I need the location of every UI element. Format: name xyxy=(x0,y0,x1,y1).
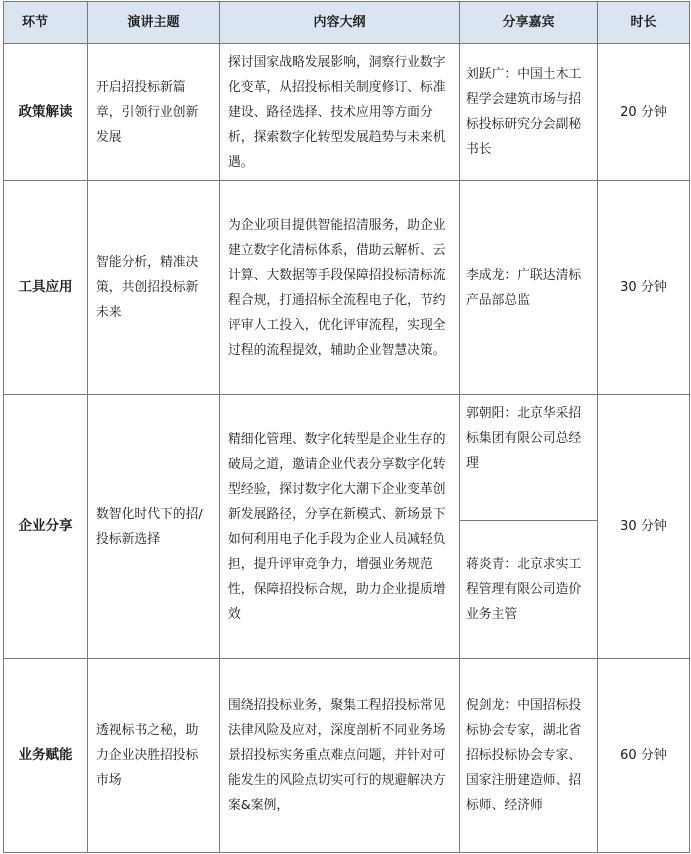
guest-cell: 刘跃广：中国土木工程学会建筑市场与招标投标研究分会副秘书长 xyxy=(460,44,598,181)
header-duration: 时长 xyxy=(598,2,690,44)
duration-cell: 60 分钟 xyxy=(598,659,690,853)
segment-cell: 业务赋能 xyxy=(4,659,88,853)
duration-cell: 30 分钟 xyxy=(598,395,690,659)
duration-cell: 30 分钟 xyxy=(598,181,690,395)
outline-cell: 为企业项目提供智能招清服务，助企业建立数字化清标体系，借助云解析、云计算、大数据等手段保障招投标清标流程合规，打通招标全流程电子化，节约评审人工投入，优化评审流程，实现全过程的流程提效，辅助企业智慧决策。 xyxy=(220,181,460,395)
duration-cell: 20 分钟 xyxy=(598,44,690,181)
outline-cell: 精细化管理、数字化转型是企业生存的破局之道，邀请企业代表分享数字化转型经验，探讨数字化大潮下企业变革创新发展路径，分享在新模式、新场景下如何利用电子化手段为企业人员减轻负担，提升评审竞争力，增强业务规范性，保障招投标合规，助力企业提质增效 xyxy=(220,395,460,659)
guest-cell: 郭朝阳：北京华采招标集团有限公司总经理 xyxy=(460,395,598,521)
agenda-table xyxy=(3,1,690,853)
outline-cell: 围绕招投标业务，聚集工程招投标常见法律风险及应对，深度剖析不同业务场景招投标实务重点难点问题，并针对可能发生的风险点切实可行的规避解决方案&案例， xyxy=(220,659,460,853)
header-guest: 分享嘉宾 xyxy=(460,2,598,44)
header-topic: 演讲主题 xyxy=(88,2,220,44)
header-outline: 内容大纲 xyxy=(220,2,460,44)
table-row xyxy=(4,659,690,853)
guest-cell-second: 蒋炎青：北京求实工程管理有限公司造价业务主管 xyxy=(460,521,598,659)
table-row xyxy=(4,395,690,521)
table-row xyxy=(4,181,690,395)
header-segment: 环节 xyxy=(4,2,88,44)
segment-cell: 政策解读 xyxy=(4,44,88,181)
topic-cell: 透视标书之秘，助力企业决胜招投标市场 xyxy=(88,659,220,853)
topic-cell: 数智化时代下的招/投标新选择 xyxy=(88,395,220,659)
segment-cell: 工具应用 xyxy=(4,181,88,395)
topic-cell: 智能分析，精准决策，共创招投标新未来 xyxy=(88,181,220,395)
table-row xyxy=(4,44,690,181)
guest-cell: 倪剑龙：中国招标投标协会专家，湖北省招标投标协会专家、国家注册建造师、招标师、经济师 xyxy=(460,659,598,853)
outline-cell: 探讨国家战略发展影响，洞察行业数字化变革，从招投标相关制度修订、标准建设、路径选择、技术应用等方面分析，探索数字化转型发展趋势与未来机遇。 xyxy=(220,44,460,181)
header-row xyxy=(4,2,690,44)
topic-cell: 开启招投标新篇章，引领行业创新发展 xyxy=(88,44,220,181)
segment-cell: 企业分享 xyxy=(4,395,88,659)
guest-cell: 李成龙：广联达清标产品部总监 xyxy=(460,181,598,395)
